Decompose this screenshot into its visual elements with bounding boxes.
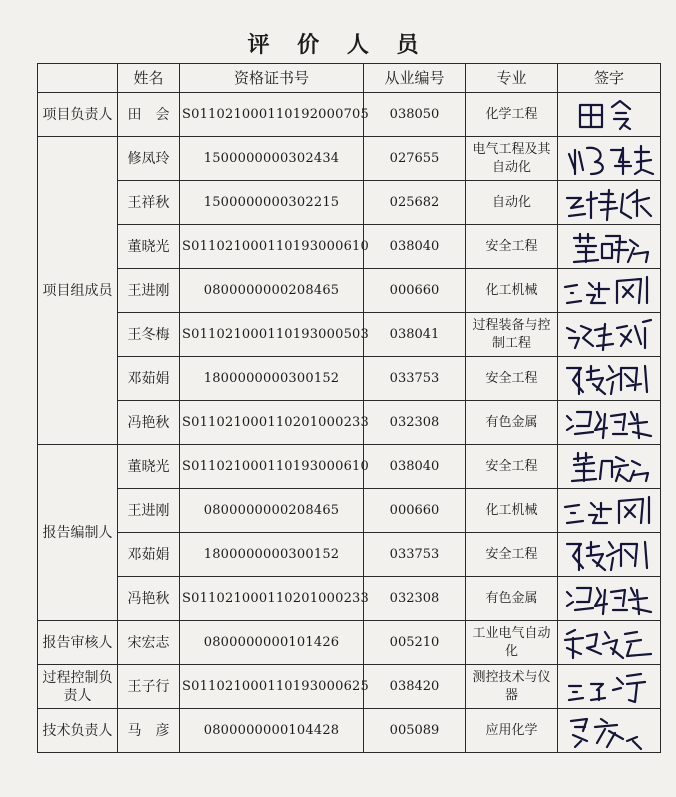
table-row	[38, 489, 661, 533]
signature	[558, 533, 661, 577]
signature-drawing	[564, 449, 654, 485]
spec-cell: 应用化学	[466, 709, 558, 753]
spec-cell: 安全工程	[466, 357, 558, 401]
header-sig: 签字	[558, 64, 661, 93]
signature-drawing	[561, 316, 657, 354]
role-cell: 报告编制人	[38, 445, 118, 621]
signature-drawing	[561, 536, 657, 574]
emp-cell: 032308	[364, 577, 466, 621]
signature	[558, 577, 661, 621]
spec-cell: 安全工程	[466, 533, 558, 577]
signature	[558, 401, 661, 445]
table-row	[38, 445, 661, 489]
name-cell: 王进刚	[118, 269, 180, 313]
emp-cell: 000660	[364, 489, 466, 533]
cert-cell: S011021000110192000705	[180, 93, 364, 137]
signature	[558, 225, 661, 269]
emp-cell: 005089	[364, 709, 466, 753]
spec-cell: 化学工程	[466, 93, 558, 137]
signature	[558, 313, 661, 357]
table-row	[38, 137, 661, 181]
signature	[558, 665, 661, 709]
name-cell: 田 会	[118, 93, 180, 137]
evaluator-table	[37, 63, 661, 753]
signature-drawing	[561, 273, 657, 309]
table-row	[38, 225, 661, 269]
cert-cell: 0800000000104428	[180, 709, 364, 753]
spec-cell: 安全工程	[466, 225, 558, 269]
name-cell: 宋宏志	[118, 621, 180, 665]
spec-cell: 安全工程	[466, 445, 558, 489]
name-cell: 冯艳秋	[118, 577, 180, 621]
signature-drawing	[561, 360, 657, 398]
name-cell: 马 彦	[118, 709, 180, 753]
header-name: 姓名	[118, 64, 180, 93]
role-cell: 项目负责人	[38, 93, 118, 137]
table-row	[38, 401, 661, 445]
name-cell: 冯艳秋	[118, 401, 180, 445]
table-row	[38, 357, 661, 401]
signature-drawing	[564, 228, 654, 266]
signature-drawing	[561, 184, 657, 222]
signature	[558, 445, 661, 489]
spec-cell: 化工机械	[466, 489, 558, 533]
signature-drawing	[561, 404, 657, 442]
signature	[558, 269, 661, 313]
table-row	[38, 313, 661, 357]
name-cell: 邓茹娟	[118, 357, 180, 401]
cert-cell: 1500000000302434	[180, 137, 364, 181]
table-row	[38, 93, 661, 137]
name-cell: 王祥秋	[118, 181, 180, 225]
header-emp: 从业编号	[364, 64, 466, 93]
role-cell: 项目组成员	[38, 137, 118, 445]
table-row	[38, 181, 661, 225]
spec-cell: 有色金属	[466, 577, 558, 621]
cert-cell: S011021000110201000233	[180, 577, 364, 621]
signature	[558, 489, 661, 533]
signature-drawing	[561, 624, 657, 662]
cert-cell: S011021000110193000610	[180, 225, 364, 269]
header-role	[38, 64, 118, 93]
emp-cell: 038040	[364, 225, 466, 269]
cert-cell: S011021000110193000610	[180, 445, 364, 489]
table-row	[38, 533, 661, 577]
role-cell: 技术负责人	[38, 709, 118, 753]
name-cell: 修凤玲	[118, 137, 180, 181]
signature	[558, 621, 661, 665]
name-cell: 董晓光	[118, 445, 180, 489]
spec-cell: 工业电气自动化	[466, 621, 558, 665]
signature	[558, 181, 661, 225]
spec-cell: 化工机械	[466, 269, 558, 313]
cert-cell: 1500000000302215	[180, 181, 364, 225]
cert-cell: 0800000000101426	[180, 621, 364, 665]
header-cert: 资格证书号	[180, 64, 364, 93]
table-row	[38, 621, 661, 665]
emp-cell: 027655	[364, 137, 466, 181]
header-spec: 专业	[466, 64, 558, 93]
header-row	[38, 64, 661, 93]
cert-cell: S011021000110193000503	[180, 313, 364, 357]
signature	[558, 93, 661, 137]
emp-cell: 038041	[364, 313, 466, 357]
signature-drawing	[561, 493, 657, 529]
spec-cell: 电气工程及其自动化	[466, 137, 558, 181]
cert-cell: 0800000000208465	[180, 269, 364, 313]
emp-cell: 000660	[364, 269, 466, 313]
emp-cell: 038040	[364, 445, 466, 489]
name-cell: 董晓光	[118, 225, 180, 269]
cert-cell: S011021000110193000625	[180, 665, 364, 709]
emp-cell: 033753	[364, 357, 466, 401]
emp-cell: 038050	[364, 93, 466, 137]
signature	[558, 137, 661, 181]
name-cell: 王冬梅	[118, 313, 180, 357]
role-cell: 过程控制负责人	[38, 665, 118, 709]
table-row	[38, 709, 661, 753]
signature	[558, 357, 661, 401]
cert-cell: 0800000000208465	[180, 489, 364, 533]
name-cell: 王子行	[118, 665, 180, 709]
name-cell: 邓茹娟	[118, 533, 180, 577]
signature-drawing	[561, 711, 657, 751]
emp-cell: 005210	[364, 621, 466, 665]
cert-cell: S011021000110201000233	[180, 401, 364, 445]
signature-drawing	[561, 580, 657, 618]
emp-cell: 033753	[364, 533, 466, 577]
cert-cell: 1800000000300152	[180, 533, 364, 577]
page-title: 评 价 人 员	[247, 32, 429, 58]
emp-cell: 032308	[364, 401, 466, 445]
cert-cell: 1800000000300152	[180, 357, 364, 401]
table-row	[38, 269, 661, 313]
spec-cell: 测控技术与仪器	[466, 665, 558, 709]
name-cell: 王进刚	[118, 489, 180, 533]
signature	[558, 709, 661, 753]
table-row	[38, 665, 661, 709]
role-cell: 报告审核人	[38, 621, 118, 665]
spec-cell: 自动化	[466, 181, 558, 225]
signature-drawing	[564, 97, 654, 133]
emp-cell: 025682	[364, 181, 466, 225]
signature-drawing	[561, 140, 657, 178]
signature-drawing	[561, 668, 657, 706]
emp-cell: 038420	[364, 665, 466, 709]
spec-cell: 有色金属	[466, 401, 558, 445]
spec-cell: 过程装备与控制工程	[466, 313, 558, 357]
table-row	[38, 577, 661, 621]
